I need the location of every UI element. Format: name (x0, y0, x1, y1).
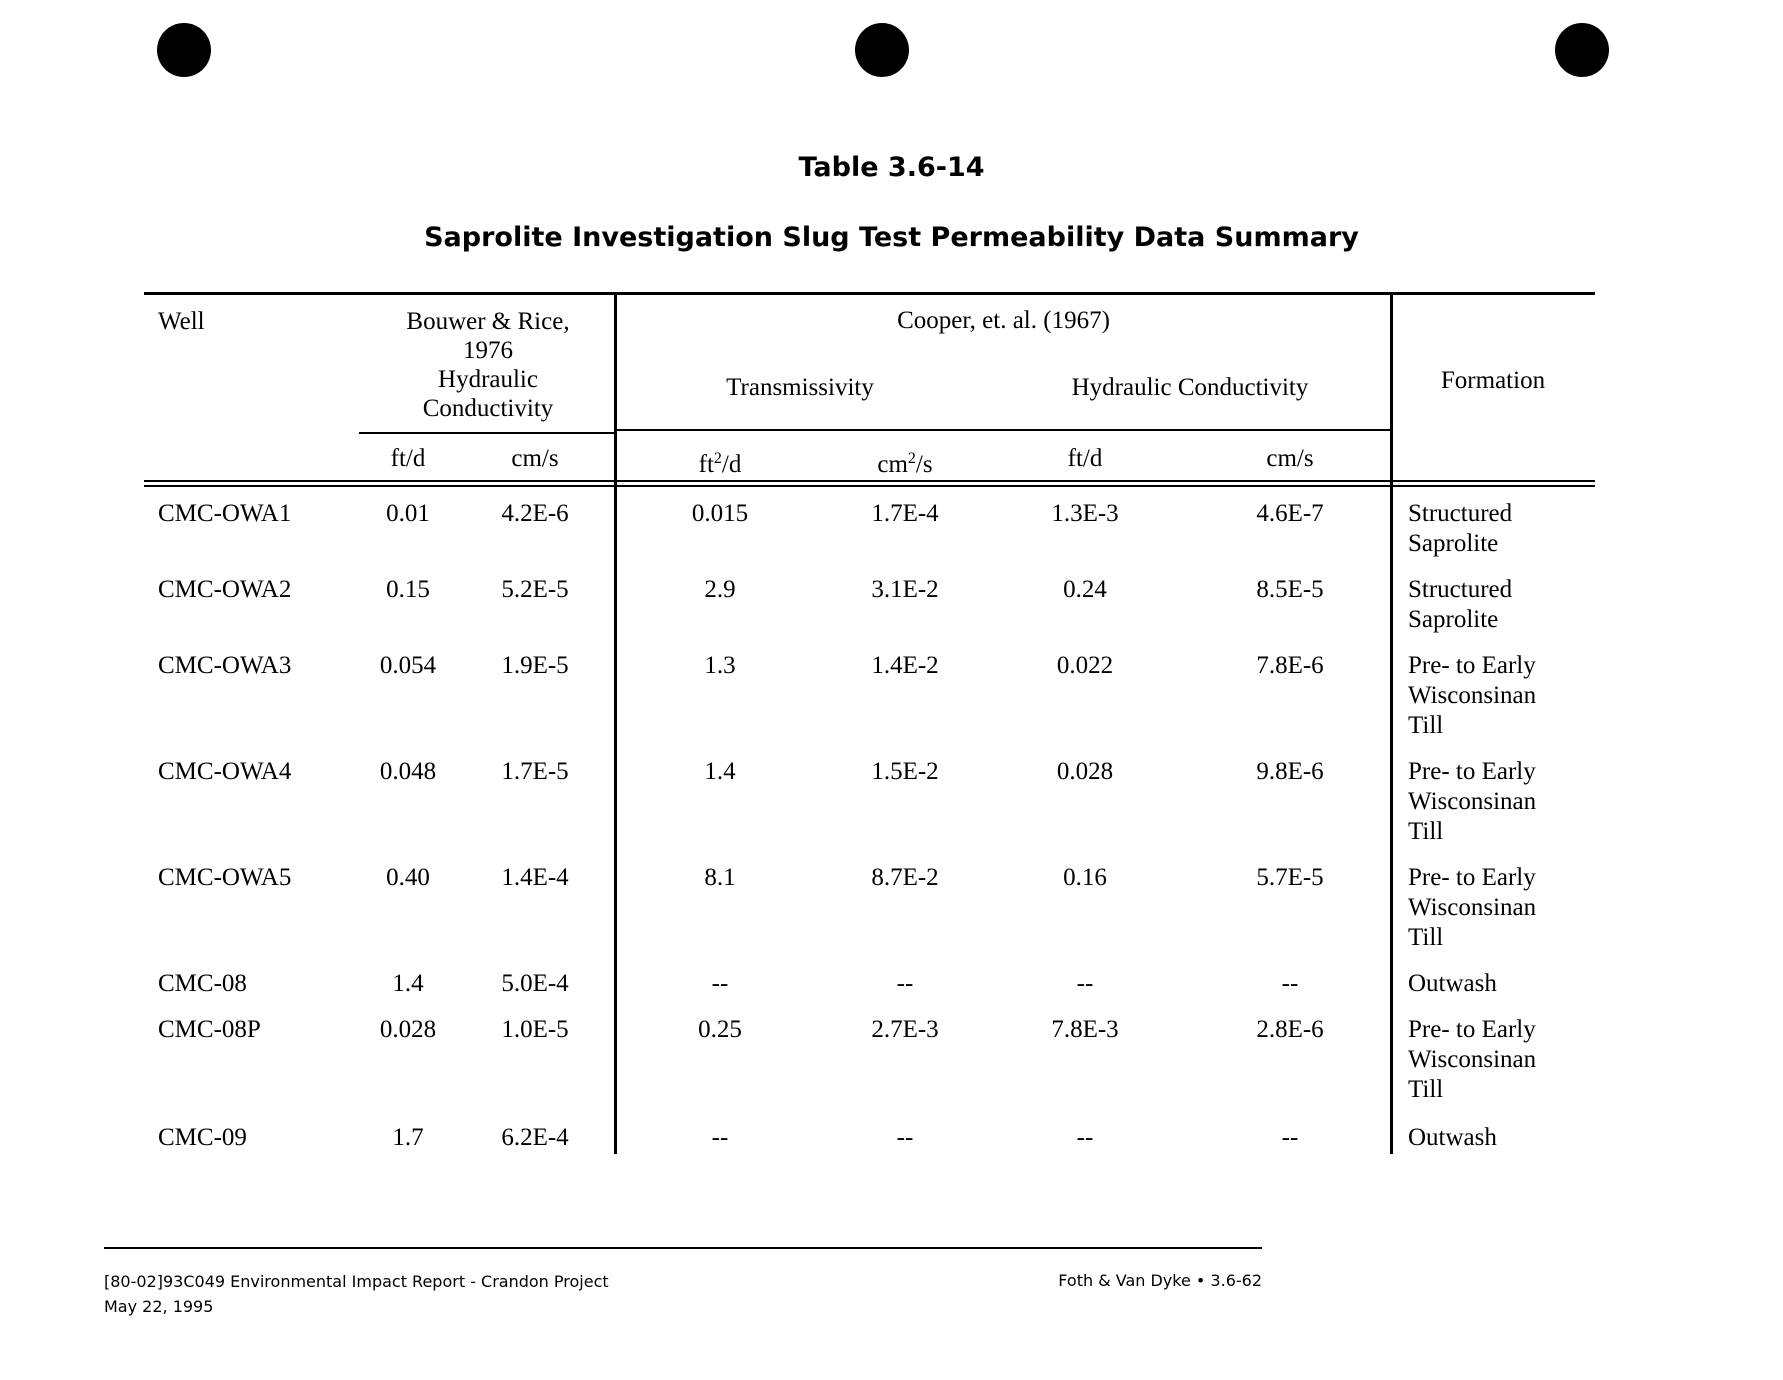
unit-t-cm2s-base: cm (877, 451, 908, 478)
cell-br-cms: 1.9E-5 (501, 652, 569, 679)
cell-formation-line: Till (1408, 712, 1444, 739)
cell-hc-ftd: 0.16 (1063, 864, 1107, 891)
cell-hc-ftd: -- (1076, 970, 1094, 997)
cell-t-ft2d: 0.015 (691, 500, 749, 527)
cell-formation-line: Saprolite (1408, 530, 1499, 557)
top-rule (144, 292, 1595, 295)
table-number: Table 3.6-14 (798, 152, 985, 183)
cell-formation-line: Till (1408, 924, 1444, 951)
vertical-rule-right (1390, 294, 1393, 1154)
cell-hc-ftd: 0.028 (1056, 758, 1114, 785)
cell-formation-line: Wisconsinan (1408, 1046, 1537, 1073)
vertical-rule-left (614, 294, 617, 1154)
cell-well: CMC-08P (158, 1016, 261, 1043)
header-transmissivity: Transmissivity (726, 374, 874, 401)
cell-formation-line: Saprolite (1408, 606, 1499, 633)
footer-rule (104, 1247, 1262, 1249)
cooper-underline (616, 429, 1392, 431)
cell-t-cm2s: 8.7E-2 (871, 864, 939, 891)
cell-br-ftd: 0.15 (386, 576, 430, 603)
cell-hc-cms: 8.5E-5 (1256, 576, 1324, 603)
cell-hc-cms: 4.6E-7 (1256, 500, 1324, 527)
cell-br-cms: 6.2E-4 (501, 1124, 569, 1151)
bouwer-underline (359, 432, 616, 434)
cell-t-ft2d: -- (711, 970, 729, 997)
cell-t-cm2s: 1.4E-2 (871, 652, 939, 679)
cell-br-cms: 1.7E-5 (501, 758, 569, 785)
punch-hole-center (855, 23, 909, 77)
unit-t-cm2s (850, 444, 960, 480)
cell-br-ftd: 0.028 (379, 1016, 437, 1043)
cell-well: CMC-08 (158, 970, 247, 997)
unit-t-ft2d-tail: /d (721, 451, 742, 478)
cell-formation-line: Outwash (1408, 970, 1497, 997)
cell-br-cms: 1.4E-4 (501, 864, 569, 891)
cell-formation-line: Outwash (1408, 1124, 1497, 1151)
cell-br-ftd: 1.4 (392, 970, 424, 997)
cell-br-cms: 4.2E-6 (501, 500, 569, 527)
footer-left-line-1: [80-02]93C049 Environmental Impact Report - Crandon Project (104, 1272, 609, 1291)
unit-br-cms: cm/s (511, 445, 559, 472)
cell-formation-line: Till (1408, 818, 1444, 845)
unit-hc-cms: cm/s (1266, 445, 1314, 472)
cell-t-ft2d: -- (711, 1124, 729, 1151)
cell-t-cm2s: 1.7E-4 (871, 500, 939, 527)
cell-formation-line: Wisconsinan (1408, 894, 1537, 921)
unit-t-ft2d-exp: 2 (713, 450, 722, 467)
cell-hc-cms: -- (1281, 1124, 1299, 1151)
cell-br-ftd: 1.7 (392, 1124, 424, 1151)
cell-well: CMC-09 (158, 1124, 247, 1151)
cell-hc-ftd: 0.24 (1063, 576, 1107, 603)
table-title: Saprolite Investigation Slug Test Permeability Data Summary (424, 222, 1359, 253)
cell-hc-cms: 2.8E-6 (1256, 1016, 1324, 1043)
cell-formation-line: Structured (1408, 500, 1513, 527)
cell-t-cm2s: -- (896, 1124, 914, 1151)
cell-t-ft2d: 1.3 (704, 652, 736, 679)
cell-formation-line: Wisconsinan (1408, 788, 1537, 815)
cell-formation-line: Pre- to Early (1408, 652, 1536, 679)
header-formation: Formation (1440, 367, 1546, 394)
cell-hc-ftd: -- (1076, 1124, 1094, 1151)
header-bouwer-rice (362, 307, 614, 423)
cell-br-cms: 5.0E-4 (501, 970, 569, 997)
punch-hole-left (157, 23, 211, 77)
cell-br-ftd: 0.048 (379, 758, 437, 785)
cell-well: CMC-OWA4 (158, 758, 292, 785)
cell-br-ftd: 0.054 (379, 652, 437, 679)
cell-hc-ftd: 0.022 (1056, 652, 1114, 679)
header-well: Well (158, 308, 205, 335)
header-double-rule-2 (144, 485, 1595, 487)
header-bouwer-line-2: 1976 (463, 337, 513, 364)
cell-well: CMC-OWA2 (158, 576, 292, 603)
cell-t-cm2s: -- (896, 970, 914, 997)
cell-formation-line: Pre- to Early (1408, 864, 1536, 891)
header-bouwer-line-4: Conductivity (422, 395, 554, 422)
footer-right: Foth & Van Dyke • 3.6-62 (1058, 1271, 1262, 1290)
unit-t-ft2d-base: ft (698, 451, 714, 478)
cell-formation-line: Wisconsinan (1408, 682, 1537, 709)
cell-br-ftd: 0.01 (386, 500, 430, 527)
header-double-rule-1 (144, 480, 1595, 482)
cell-t-ft2d: 0.25 (698, 1016, 742, 1043)
unit-t-cm2s-tail: /s (915, 451, 933, 478)
cell-br-cms: 1.0E-5 (501, 1016, 569, 1043)
cell-hc-ftd: 1.3E-3 (1051, 500, 1119, 527)
cell-formation-line: Pre- to Early (1408, 1016, 1536, 1043)
header-bouwer-line-3: Hydraulic (438, 366, 538, 393)
cell-formation-line: Pre- to Early (1408, 758, 1536, 785)
unit-t-cm2s-exp: 2 (907, 450, 916, 467)
header-hydraulic-conductivity: Hydraulic Conductivity (1071, 374, 1309, 401)
cell-well: CMC-OWA3 (158, 652, 292, 679)
header-bouwer-line-1: Bouwer & Rice, (406, 308, 570, 335)
cell-hc-cms: 7.8E-6 (1256, 652, 1324, 679)
unit-hc-ftd: ft/d (1067, 445, 1103, 472)
cell-t-ft2d: 2.9 (704, 576, 736, 603)
unit-t-ft2d (670, 444, 770, 480)
cell-t-cm2s: 3.1E-2 (871, 576, 939, 603)
cell-br-cms: 5.2E-5 (501, 576, 569, 603)
cell-formation-line: Structured (1408, 576, 1513, 603)
cell-br-ftd: 0.40 (386, 864, 430, 891)
cell-hc-ftd: 7.8E-3 (1051, 1016, 1119, 1043)
cell-t-cm2s: 1.5E-2 (871, 758, 939, 785)
cell-hc-cms: 9.8E-6 (1256, 758, 1324, 785)
header-cooper: Cooper, et. al. (1967) (897, 307, 1110, 334)
punch-hole-right (1555, 23, 1609, 77)
cell-formation-line: Till (1408, 1076, 1444, 1103)
cell-well: CMC-OWA5 (158, 864, 292, 891)
cell-hc-cms: -- (1281, 970, 1299, 997)
unit-br-ftd: ft/d (390, 445, 426, 472)
cell-well: CMC-OWA1 (158, 500, 292, 527)
cell-t-ft2d: 1.4 (704, 758, 736, 785)
cell-t-ft2d: 8.1 (704, 864, 736, 891)
cell-t-cm2s: 2.7E-3 (871, 1016, 939, 1043)
cell-hc-cms: 5.7E-5 (1256, 864, 1324, 891)
footer-left-line-2: May 22, 1995 (104, 1297, 214, 1316)
